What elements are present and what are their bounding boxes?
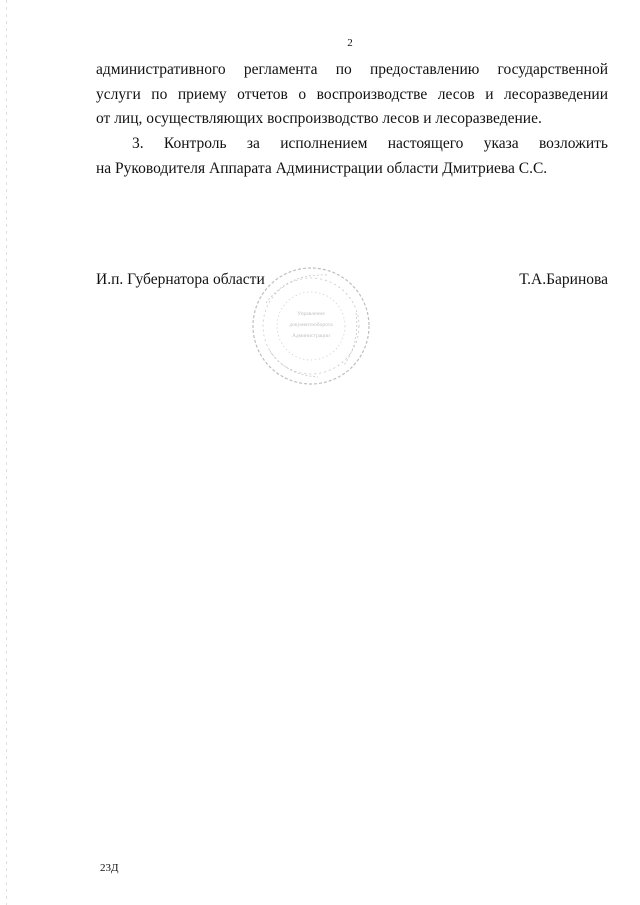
seal-text-line: Управление: [297, 311, 325, 317]
text-line: от лиц, осуществляющих воспроизводство лесов и лесоразведение.: [96, 110, 542, 127]
scan-edge-decoration: [6, 0, 7, 905]
seal-text-line: документооборота: [289, 322, 333, 328]
text-line: услуги по приему отчетов о воспроизводстве лесов и лесоразведении: [96, 85, 608, 103]
text-line: 3. Контроль за исполнением настоящего указа возложить: [132, 135, 608, 152]
text-line: административного регламента по предоставлению государственной: [96, 61, 608, 78]
page-number: 2: [347, 37, 353, 49]
text-line: на Руководителя Аппарата Администрации области Дмитриева С.С.: [96, 159, 548, 177]
document-code: 23Д: [100, 862, 119, 874]
signatory-position: И.п. Губернатора области: [96, 271, 265, 288]
paragraph-regulation: [96, 58, 608, 132]
paragraph-control: [96, 132, 608, 181]
signatory-name: Т.А.Баринова: [519, 271, 608, 288]
official-seal-icon: [248, 263, 374, 389]
seal-text-line: Администрации: [291, 333, 331, 339]
